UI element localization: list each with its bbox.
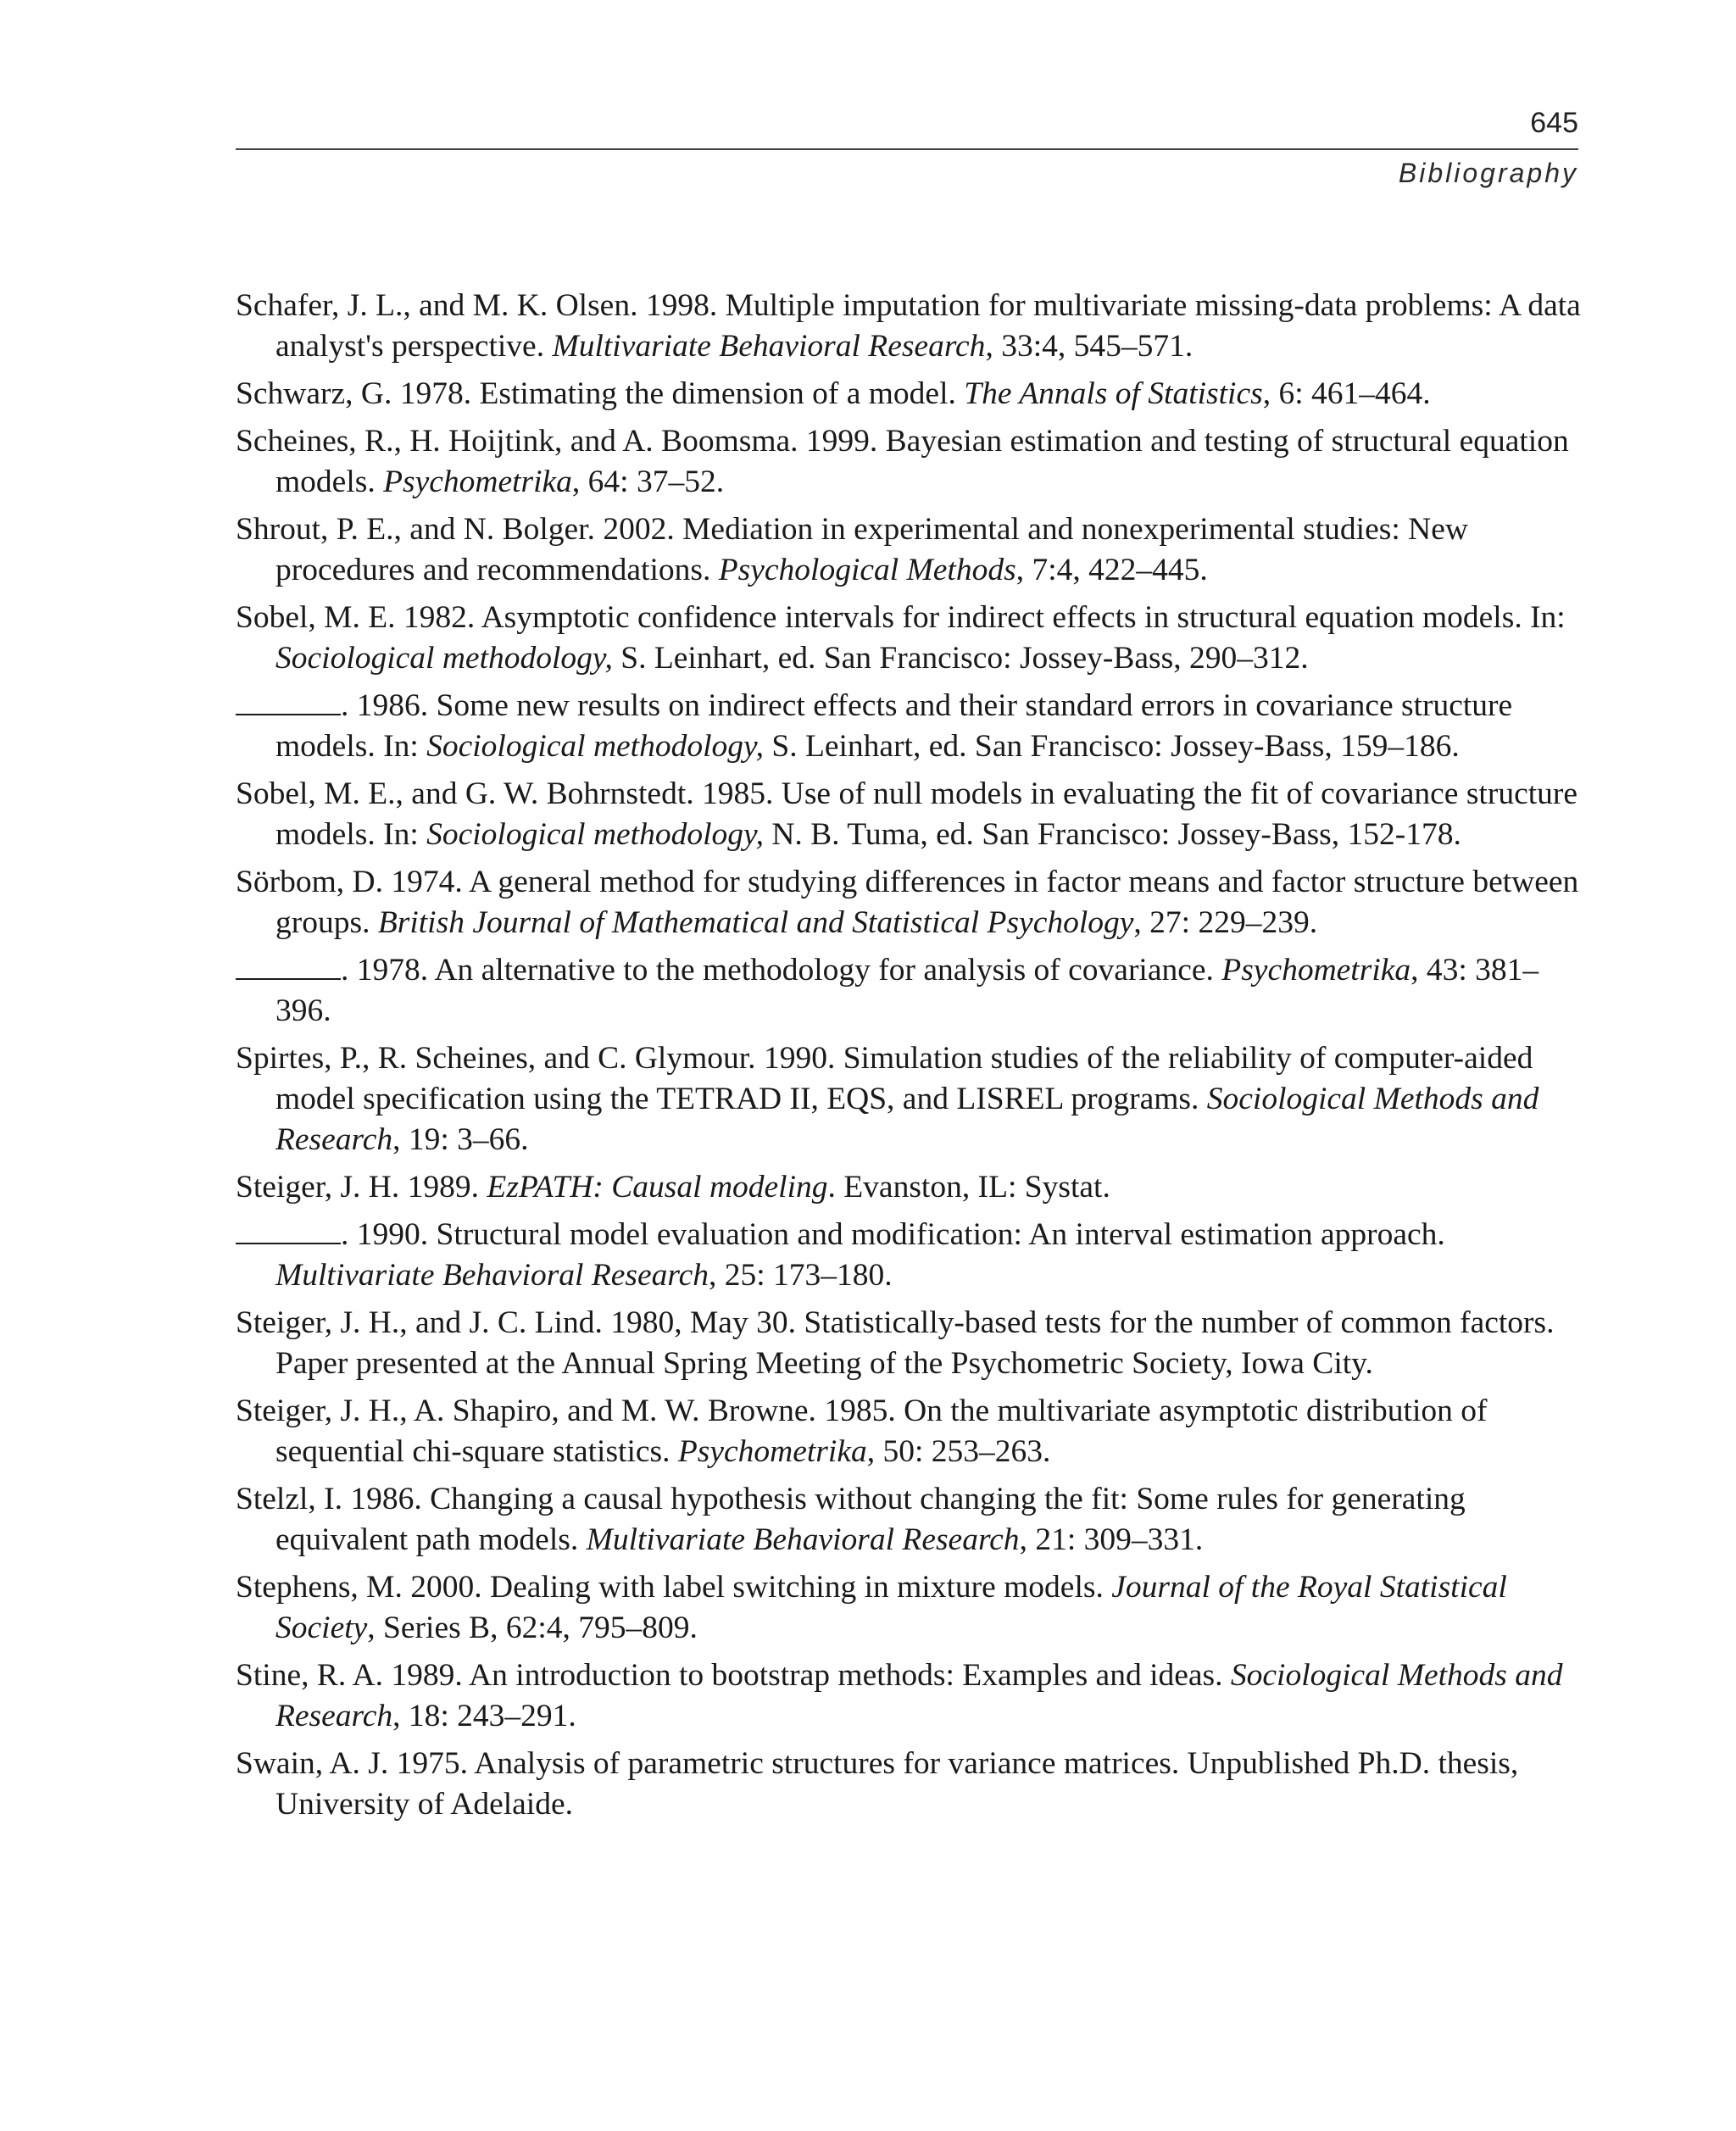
entry-text: 1986. Changing a causal hypothesis without changing the fit: Some rules for generating equivalent path models.: [275, 1482, 1466, 1557]
entry-text: 1989.: [399, 1170, 487, 1205]
entry-author: Stelzl, I.: [236, 1482, 343, 1516]
entry-author: Schafer, J. L., and M. K. Olsen.: [236, 288, 638, 323]
entry-text: 1985. Use of null models in evaluating the fit of covariance structure models. In:: [275, 776, 1578, 852]
bib-entry: [236, 374, 1583, 415]
entry-journal: EzPATH: Causal modeling: [487, 1170, 828, 1205]
entry-tail: , 7:4, 422–445.: [1015, 553, 1208, 587]
entry-text: . 1986. Some new results on indirect effects and their standard errors in covariance structure models. In:: [275, 688, 1513, 764]
bib-entry: [236, 774, 1583, 855]
bib-entry: [236, 286, 1583, 367]
entry-text: 1974. A general method for studying differences in factor means and factor structure between groups.: [275, 865, 1579, 940]
bib-entry: [236, 598, 1583, 679]
entry-author: Stine, R. A.: [236, 1658, 383, 1693]
entry-tail: , 33:4, 545–571.: [985, 329, 1194, 364]
entry-journal: Sociological Methods and Research: [275, 1658, 1563, 1733]
bib-entry: [236, 421, 1583, 503]
bib-entry: [236, 1655, 1583, 1737]
bib-entry: [236, 1391, 1583, 1472]
entry-text: 1998. Multiple imputation for multivariate missing-data problems: A data analyst's perspective.: [275, 288, 1581, 364]
entry-journal: Psychological Methods: [718, 553, 1016, 587]
entry-journal: Multivariate Behavioral Research: [586, 1522, 1020, 1557]
entry-text: 1989. An introduction to bootstrap methods: Examples and ideas.: [383, 1658, 1231, 1693]
bib-entry: [236, 862, 1583, 943]
entry-journal: Sociological methodology,: [275, 641, 613, 676]
bib-entry: [236, 1479, 1583, 1561]
entry-author: Shrout, P. E., and N. Bolger.: [236, 512, 595, 547]
entry-journal: Journal of the Royal Statistical Society: [275, 1570, 1507, 1645]
entry-tail: , 21: 309–331.: [1019, 1522, 1204, 1557]
entry-author: Spirtes, P., R. Scheines, and C. Glymour.: [236, 1041, 756, 1076]
running-head: Bibliography: [1398, 158, 1578, 188]
entry-author: Steiger, J. H., A. Shapiro, and M. W. Browne.: [236, 1394, 816, 1428]
entry-journal: Multivariate Behavioral Research: [552, 329, 986, 364]
entry-tail: , 6: 461–464.: [1262, 376, 1431, 411]
entry-tail: . Evanston, IL: Systat.: [827, 1170, 1110, 1205]
entry-journal: British Journal of Mathematical and Statistical Psychology: [377, 905, 1134, 940]
entry-journal: Sociological Methods and Research: [275, 1082, 1539, 1157]
header-rule: [236, 148, 1578, 150]
bib-entry: [236, 1215, 1583, 1296]
entry-journal: Psychometrika: [383, 465, 572, 499]
entry-tail: S. Leinhart, ed. San Francisco: Jossey-Bass, 159–186.: [763, 729, 1460, 764]
entry-text: 1999. Bayesian estimation and testing of structural equation models.: [275, 424, 1569, 499]
entry-tail: , 43: 381–396.: [275, 953, 1539, 1028]
entry-tail: S. Leinhart, ed. San Francisco: Jossey-Bass, 290–312.: [612, 641, 1309, 676]
bib-entry: [236, 686, 1583, 767]
bibliography-list: [236, 286, 1583, 1832]
entry-text: . 1978. An alternative to the methodology for analysis of covariance.: [341, 953, 1222, 988]
entry-author: Sobel, M. E., and G. W. Bohrnstedt.: [236, 776, 694, 811]
entry-tail: , 19: 3–66.: [392, 1122, 529, 1157]
bib-entry: [236, 1167, 1583, 1208]
entry-text: 1985. On the multivariate asymptotic distribution of sequential chi-square statistics.: [275, 1394, 1488, 1469]
entry-tail: , 64: 37–52.: [571, 465, 725, 499]
entry-journal: Multivariate Behavioral Research: [275, 1258, 709, 1293]
repeat-author-dash: [236, 951, 341, 980]
page-number: 645: [1530, 107, 1578, 139]
repeat-author-dash: [236, 1216, 341, 1244]
entry-text: 1980, May 30. Statistically-based tests for the number of common factors. Paper presented at the Annual Spring Meeting of the Psychometric Society, Iowa City.: [275, 1305, 1555, 1381]
entry-text: 2000. Dealing with label switching in mixture models.: [402, 1570, 1112, 1605]
entry-author: Swain, A. J.: [236, 1746, 389, 1781]
entry-tail: , 50: 253–263.: [866, 1434, 1051, 1469]
entry-author: Sobel, M. E.: [236, 600, 396, 635]
entry-author: Stephens, M.: [236, 1570, 403, 1605]
bib-entry: [236, 1744, 1583, 1825]
entry-tail: N. B. Tuma, ed. San Francisco: Jossey-Bass, 152-178.: [763, 817, 1461, 852]
entry-text: 1975. Analysis of parametric structures for variance matrices. Unpublished Ph.D. thesis, University of Adelaide.: [275, 1746, 1519, 1822]
entry-journal: Psychometrika: [677, 1434, 867, 1469]
bib-entry: [236, 1303, 1583, 1384]
entry-author: Steiger, J. H.: [236, 1170, 400, 1205]
entry-tail: , Series B, 62:4, 795–809.: [367, 1611, 698, 1645]
bib-entry: [236, 509, 1583, 591]
entry-journal: Sociological methodology,: [426, 817, 764, 852]
entry-tail: , 27: 229–239.: [1133, 905, 1318, 940]
entry-author: Schwarz, G.: [236, 376, 392, 411]
entry-text: 1978. Estimating the dimension of a model.: [392, 376, 965, 411]
entry-text: 2002. Mediation in experimental and nonexperimental studies: New procedures and recommendations.: [275, 512, 1468, 587]
repeat-author-dash: [236, 687, 341, 715]
entry-journal: Psychometrika: [1221, 953, 1411, 988]
entry-tail: , 18: 243–291.: [392, 1699, 576, 1733]
entry-text: 1990. Simulation studies of the reliability of computer-aided model specification using the TETRAD II, EQS, and LISREL programs.: [275, 1041, 1533, 1116]
bib-entry: [236, 1038, 1583, 1160]
entry-author: Steiger, J. H., and J. C. Lind.: [236, 1305, 603, 1340]
entry-tail: , 25: 173–180.: [708, 1258, 893, 1293]
bib-entry: [236, 950, 1583, 1032]
entry-journal: Sociological methodology,: [426, 729, 764, 764]
bib-entry: [236, 1567, 1583, 1649]
entry-text: . 1990. Structural model evaluation and modification: An interval estimation approach.: [341, 1217, 1445, 1252]
entry-journal: The Annals of Statistics: [964, 376, 1263, 411]
entry-author: Sörbom, D.: [236, 865, 383, 899]
entry-text: 1982. Asymptotic confidence intervals for indirect effects in structural equation models. In:: [395, 600, 1566, 635]
entry-author: Scheines, R., H. Hoijtink, and A. Boomsma.: [236, 424, 798, 459]
